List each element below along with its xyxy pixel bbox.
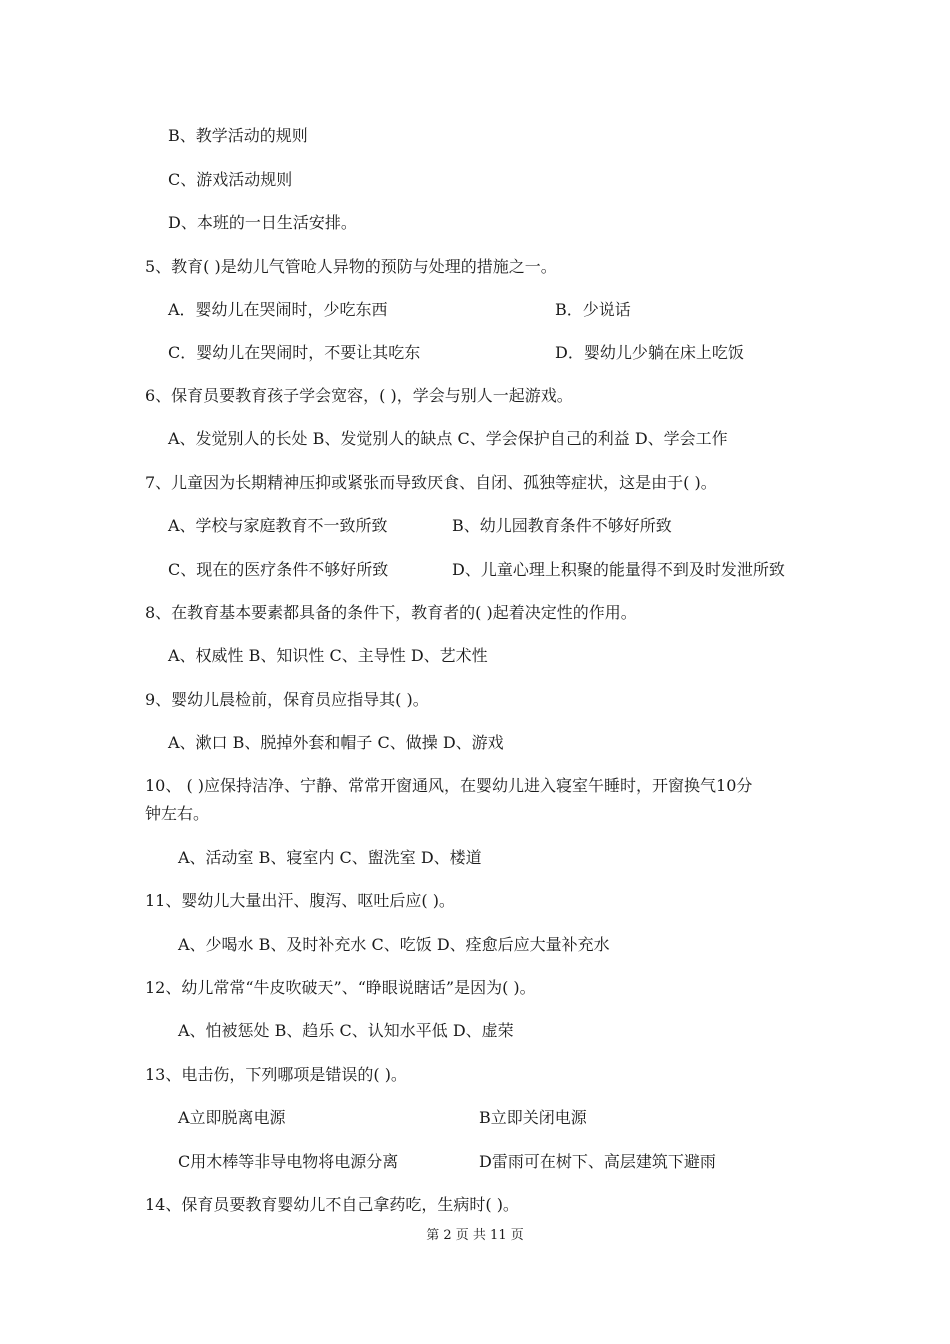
q11-options: A、少喝水 B、及时补充水 C、吃饭 D、痊愈后应大量补充水 (178, 935, 610, 954)
q5-option-d: D．婴幼儿少躺在床上吃饭 (555, 343, 744, 362)
q6-options: A、发觉别人的长处 B、发觉别人的缺点 C、学会保护自己的利益 D、学会工作 (168, 429, 728, 448)
q10-stem-line1: 10、 ( )应保持洁净、宁静、常常开窗通风，在婴幼儿进入寝室午睡时，开窗换气10分 (145, 776, 753, 795)
q8-options: A、权威性 B、知识性 C、主导性 D、艺术性 (168, 646, 488, 665)
q6-stem: 6、保育员要教育孩子学会宽容，( )，学会与别人一起游戏。 (145, 386, 573, 405)
q13-option-c: C用木棒等非导电物将电源分离 (178, 1152, 399, 1171)
q5-option-a: A．婴幼儿在哭闹时，少吃东西 (168, 300, 388, 319)
page-footer: 第 2 页 共 11 页 (426, 1228, 524, 1243)
q5-option-c: C．婴幼儿在哭闹时，不要让其吃东 (168, 343, 421, 362)
q9-stem: 9、婴幼儿晨检前，保育员应指导其( )。 (145, 690, 429, 709)
q9-options: A、漱口 B、脱掉外套和帽子 C、做操 D、游戏 (168, 733, 504, 752)
q12-options: A、怕被惩处 B、趋乐 C、认知水平低 D、虚荣 (178, 1021, 514, 1040)
q5-stem: 5、教育( )是幼儿气管呛人异物的预防与处理的措施之一。 (145, 257, 557, 276)
q13-option-d: D雷雨可在树下、高层建筑下避雨 (479, 1152, 716, 1171)
q5-option-b: B．少说话 (555, 300, 631, 319)
q7-option-b: B、幼儿园教育条件不够好所致 (452, 516, 672, 535)
q10-options: A、活动室 B、寝室内 C、盥洗室 D、楼道 (178, 848, 482, 867)
q14-stem: 14、保育员要教育婴幼儿不自己拿药吃，生病时( )。 (145, 1195, 519, 1214)
q7-option-c: C、现在的医疗条件不够好所致 (168, 560, 389, 579)
q7-stem: 7、儿童因为长期精神压抑或紧张而导致厌食、自闭、孤独等症状，这是由于( )。 (145, 473, 717, 492)
q4-option-c: C、游戏活动规则 (168, 170, 293, 189)
q4-option-d: D、本班的一日生活安排。 (168, 213, 357, 232)
q7-option-a: A、学校与家庭教育不一致所致 (168, 516, 388, 535)
q11-stem: 11、婴幼儿大量出汗、腹泻、呕吐后应( )。 (145, 891, 455, 910)
q12-stem: 12、幼儿常常“牛皮吹破天”、“睁眼说瞎话”是因为( )。 (145, 978, 536, 997)
q13-stem: 13、电击伤，下列哪项是错误的( )。 (145, 1065, 407, 1084)
q8-stem: 8、在教育基本要素都具备的条件下，教育者的( )起着决定性的作用。 (145, 603, 637, 622)
q10-stem-line2: 钟左右。 (145, 804, 210, 823)
q13-option-a: A立即脱离电源 (178, 1108, 286, 1127)
q7-option-d: D、儿童心理上积聚的能量得不到及时发泄所致 (452, 560, 785, 579)
q13-option-b: B立即关闭电源 (479, 1108, 587, 1127)
q4-option-b: B、教学活动的规则 (168, 126, 308, 145)
